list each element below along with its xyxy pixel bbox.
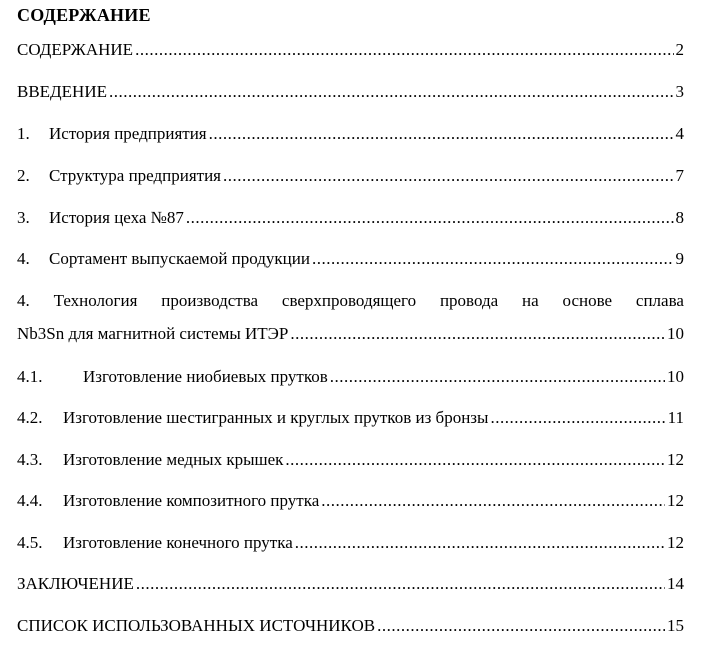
toc-entry-page: 12 [667, 533, 684, 552]
toc-leader-dots [223, 164, 674, 188]
toc-leader-dots [135, 38, 673, 62]
toc-word: сплава [635, 291, 684, 310]
toc-leader-dots [330, 365, 665, 389]
toc-heading: СОДЕРЖАНИЕ [17, 5, 151, 25]
toc-entry-title: СПИСОК ИСПОЛЬЗОВАННЫХ ИСТОЧНИКОВ [17, 616, 376, 635]
toc-entry-page: 9 [675, 249, 684, 268]
toc-entry-page: 10 [667, 367, 684, 386]
toc-entry-number: 4. [17, 291, 30, 310]
toc-entry-4-1 [17, 365, 684, 389]
toc-entry-title: СОДЕРЖАНИЕ [17, 40, 134, 59]
toc-word: на [522, 291, 539, 310]
toc-entry-2 [17, 164, 684, 188]
toc-entry-title: Изготовление конечного прутка [63, 533, 293, 552]
toc-entry-page: 12 [667, 491, 684, 510]
toc-leader-dots [312, 247, 674, 271]
toc-leader-dots [295, 531, 665, 555]
toc-entry-contents [17, 38, 684, 62]
toc-entry-4 [17, 247, 684, 271]
toc-entry-number: 4.5. [17, 533, 43, 552]
toc-entry-1 [17, 122, 684, 146]
toc-entry-number: 1. [17, 124, 30, 143]
toc-entry-number: 3. [17, 208, 30, 227]
toc-leader-dots [109, 80, 674, 104]
toc-entry-number: 4.4. [17, 491, 43, 510]
toc-leader-dots [377, 614, 665, 638]
toc-word: Технология [53, 291, 138, 310]
toc-entry-title: Изготовление композитного прутка [63, 491, 320, 510]
toc-entry-title: ВВЕДЕНИЕ [17, 82, 107, 101]
toc-word: провода [439, 291, 499, 310]
toc-word: производства [161, 291, 259, 310]
toc-entry-page: 14 [667, 574, 684, 593]
toc-entry-title: Изготовление ниобиевых прутков [83, 367, 328, 386]
toc-entry-page: 3 [675, 82, 684, 101]
toc-entry-title: Изготовление шестигранных и круглых прутков из бронзы [63, 408, 489, 427]
toc-leader-dots [490, 406, 665, 430]
toc-entry-introduction [17, 80, 684, 104]
toc-entry-number: 4.2. [17, 408, 43, 427]
toc-entry-4-4 [17, 489, 684, 513]
toc-word: сверхпроводящего [281, 291, 417, 310]
toc-entry-number: 4. [17, 249, 30, 268]
toc-leader-dots [290, 322, 665, 346]
toc-entry-4-5 [17, 531, 684, 555]
toc-entry-number: 4.1. [17, 367, 43, 386]
toc-entry-references [17, 614, 684, 638]
toc-entry-title: Nb3Sn для магнитной системы ИТЭР [17, 324, 289, 343]
toc-entry-page: 15 [667, 616, 684, 635]
toc-entry-4-technology-line1 [17, 289, 684, 313]
toc-entry-page: 12 [667, 450, 684, 469]
toc-entry-4-3 [17, 448, 684, 472]
toc-entry-page: 4 [675, 124, 684, 143]
toc-entry-page: 10 [667, 324, 684, 343]
toc-leader-dots [321, 489, 665, 513]
toc-entry-title: Изготовление медных крышек [63, 450, 284, 469]
toc-entry-title: Структура предприятия [49, 166, 221, 185]
toc-entry-conclusion [17, 572, 684, 596]
toc-leader-dots [209, 122, 674, 146]
toc-leader-dots [285, 448, 665, 472]
toc-word: основе [562, 291, 613, 310]
toc-entry-title: ЗАКЛЮЧЕНИЕ [17, 574, 134, 593]
toc-entry-page: 7 [675, 166, 684, 185]
toc-entry-title: Сортамент выпускаемой продукции [49, 249, 310, 268]
toc-leader-dots [136, 572, 665, 596]
toc-entry-number: 4.3. [17, 450, 43, 469]
toc-entry-number: 2. [17, 166, 30, 185]
toc-entry-title: История предприятия [49, 124, 207, 143]
toc-entry-4-2 [17, 406, 684, 430]
toc-leader-dots [186, 206, 674, 230]
toc-entry-3 [17, 206, 684, 230]
toc-entry-4-technology-line2 [17, 322, 684, 346]
toc-entry-page: 11 [667, 408, 684, 427]
toc-entry-page: 2 [675, 40, 684, 59]
toc-entry-page: 8 [675, 208, 684, 227]
toc-entry-title: История цеха №87 [49, 208, 184, 227]
